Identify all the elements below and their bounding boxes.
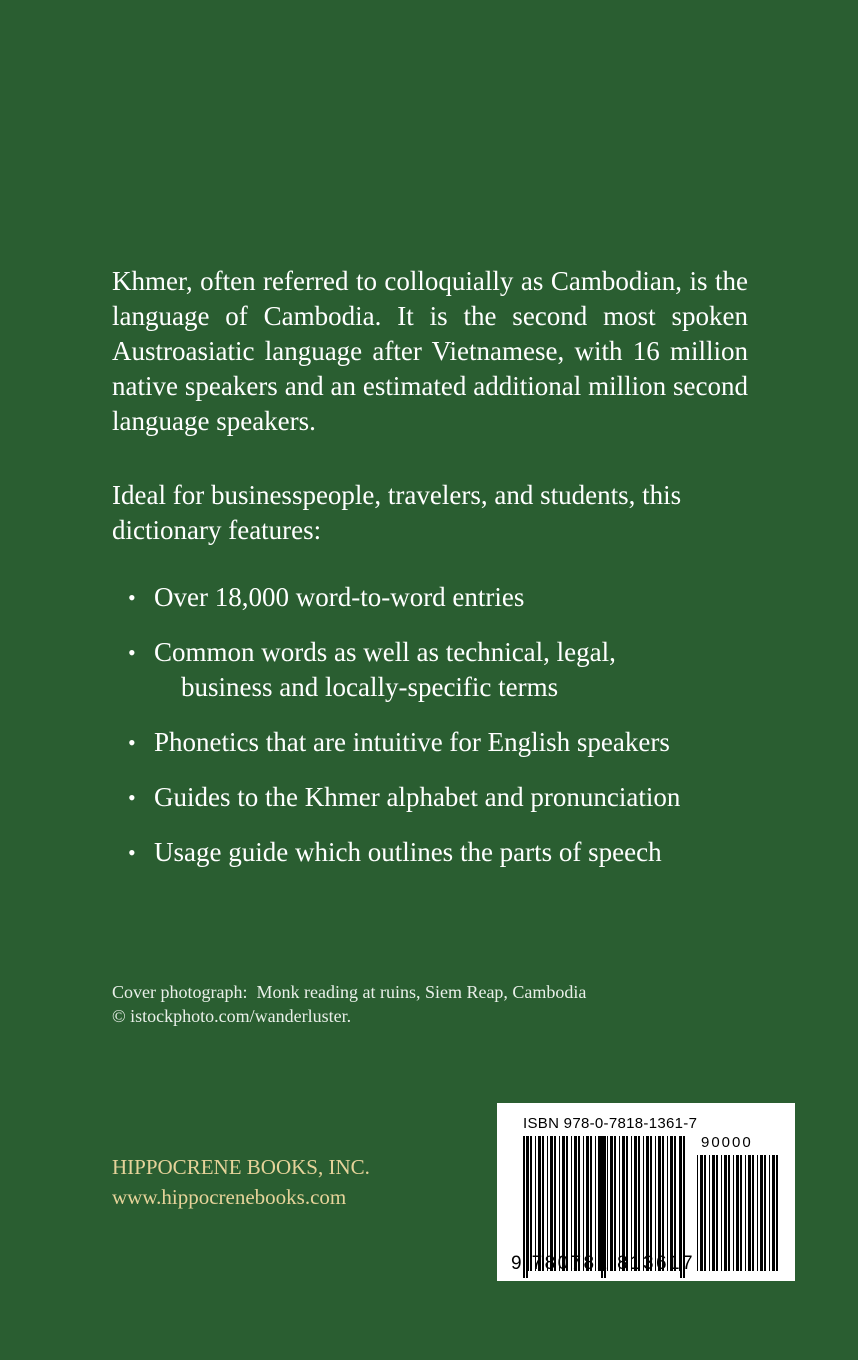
publisher-website: www.hippocrenebooks.com xyxy=(112,1185,347,1209)
barcode-bar xyxy=(736,1155,739,1271)
photo-credit-source: © istockphoto.com/wanderluster. xyxy=(112,1006,352,1026)
photo-credit xyxy=(112,980,712,1028)
barcode-bar xyxy=(769,1155,770,1271)
barcode-bar xyxy=(634,1136,637,1271)
feature-item xyxy=(112,725,792,760)
barcode-bar xyxy=(643,1136,644,1271)
barcode-bar xyxy=(550,1136,553,1271)
features-lead xyxy=(112,478,762,548)
barcode-bar xyxy=(670,1136,673,1271)
barcode-bar xyxy=(538,1136,541,1271)
barcode-bar xyxy=(574,1136,577,1271)
description-paragraph: Khmer, often referred to colloquially as Cambodian, is the language of Cambodia. It is the second most spoken Austroasiatic language after Vietnamese, with 16 million native speakers and an estimated additional million second language speakers. xyxy=(112,266,748,436)
feature-text: Over 18,000 word-to-word entries xyxy=(154,582,525,612)
barcode-bar xyxy=(712,1155,715,1271)
barcode-bar xyxy=(542,1136,544,1271)
barcode-bar xyxy=(590,1136,592,1271)
barcode-bar xyxy=(760,1155,763,1271)
price-code: 90000 xyxy=(701,1134,753,1151)
barcode-bar xyxy=(662,1136,664,1271)
barcode-bar xyxy=(679,1136,680,1271)
barcode-bar xyxy=(772,1155,775,1271)
barcode-bar xyxy=(752,1155,754,1271)
barcode-digits: 9 780781 813617 xyxy=(511,1253,695,1274)
barcode-bar xyxy=(571,1136,572,1271)
feature-item xyxy=(112,580,792,615)
barcode-bar xyxy=(700,1155,703,1271)
barcode-bar xyxy=(674,1136,676,1271)
barcode-bar xyxy=(655,1136,656,1271)
barcode-bar xyxy=(559,1136,560,1271)
barcode-bar xyxy=(610,1136,613,1271)
barcode-bar xyxy=(638,1136,640,1271)
barcode-bar xyxy=(764,1155,766,1271)
barcode-bar xyxy=(776,1155,778,1271)
feature-text: Usage guide which outlines the parts of speech xyxy=(154,837,662,867)
feature-item xyxy=(112,780,792,815)
feature-text-continued: business and locally-specific terms xyxy=(181,672,559,702)
barcode-panel xyxy=(497,1103,795,1281)
barcode-bar xyxy=(724,1155,727,1271)
features-lead-line-1: Ideal for businesspeople, travelers, and students, this xyxy=(112,480,682,510)
barcode-bar xyxy=(748,1155,751,1271)
barcode-bar xyxy=(740,1155,742,1271)
barcode-bar xyxy=(598,1136,601,1271)
barcode-bar xyxy=(566,1136,568,1271)
feature-text: Guides to the Khmer alphabet and pronunciation xyxy=(154,782,681,812)
bullet-icon: • xyxy=(128,585,136,610)
barcode-bar xyxy=(733,1155,734,1271)
barcode-bar xyxy=(650,1136,652,1271)
barcode-bar xyxy=(745,1155,746,1271)
barcode-bar xyxy=(535,1136,536,1271)
barcode-bar xyxy=(586,1136,589,1271)
barcode-bar xyxy=(728,1155,730,1271)
features-lead-line-2: dictionary features: xyxy=(112,515,322,545)
barcode-bar xyxy=(607,1136,608,1271)
barcode-bar xyxy=(757,1155,758,1271)
feature-list xyxy=(112,580,792,890)
barcode-bar xyxy=(716,1155,718,1271)
barcode-bar xyxy=(578,1136,580,1271)
publisher-name: HIPPOCRENE BOOKS, INC. xyxy=(112,1155,370,1179)
barcode-bar xyxy=(583,1136,584,1271)
barcode-bar xyxy=(667,1136,668,1271)
bullet-icon: • xyxy=(128,785,136,810)
barcode-bar xyxy=(595,1136,596,1271)
feature-item xyxy=(112,835,792,870)
isbn-label: ISBN 978-0-7818-1361-7 xyxy=(523,1115,698,1132)
barcode-bar xyxy=(622,1136,625,1271)
barcode-bar xyxy=(626,1136,628,1271)
feature-item xyxy=(112,635,792,705)
barcode-bar xyxy=(631,1136,632,1271)
barcode-bar xyxy=(530,1136,532,1271)
bullet-icon: • xyxy=(128,640,136,665)
bullet-icon: • xyxy=(128,840,136,865)
barcode-bar xyxy=(646,1136,649,1271)
publisher-block xyxy=(112,1152,370,1212)
barcode-bar xyxy=(562,1136,565,1271)
photo-credit-caption: Cover photograph: Monk reading at ruins, Siem Reap, Cambodia xyxy=(112,982,587,1002)
barcode-bar xyxy=(658,1136,661,1271)
barcode-bar xyxy=(614,1136,616,1271)
feature-text: Phonetics that are intuitive for English speakers xyxy=(154,727,670,757)
bullet-icon: • xyxy=(128,730,136,755)
barcode-bar xyxy=(704,1155,706,1271)
barcode-bar xyxy=(619,1136,620,1271)
barcode-bar xyxy=(554,1136,556,1271)
barcode-bar xyxy=(697,1155,698,1271)
barcode-bar xyxy=(547,1136,548,1271)
feature-text: Common words as well as technical, legal, xyxy=(154,637,616,667)
barcode-bar xyxy=(709,1155,710,1271)
barcode-bar xyxy=(721,1155,722,1271)
